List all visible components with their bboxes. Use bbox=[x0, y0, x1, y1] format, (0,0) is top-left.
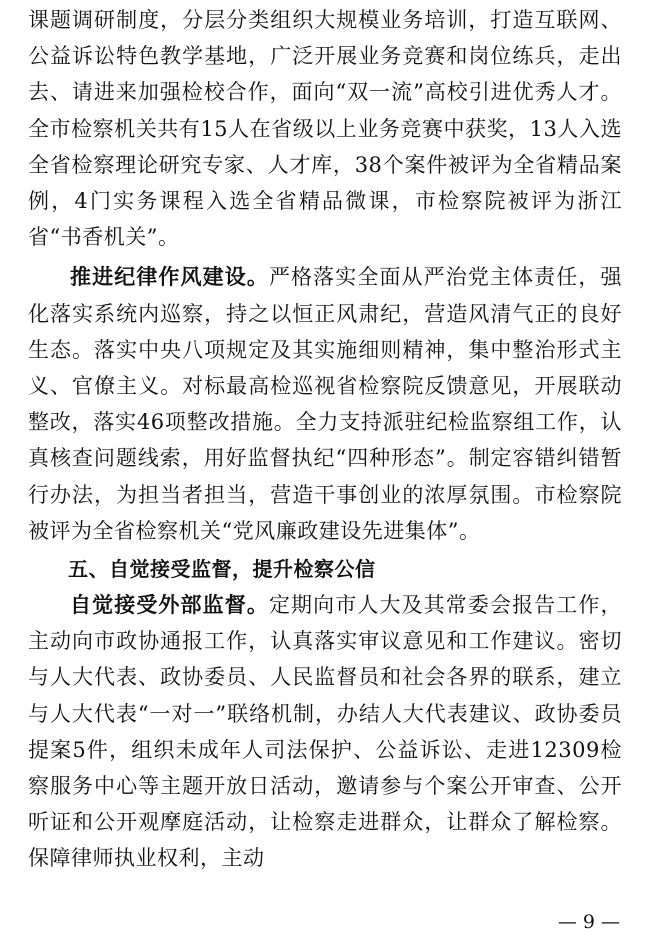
paragraph-external-supervision bbox=[28, 587, 622, 877]
paragraph-text-supervision: 定期向市人大及其常委会报告工作，主动向市政协通报工作，认真落实审议意见和工作建议。密切与人大代表、政协委员、人民监督员和社会各界的联系，建立与人大代表“一对一”联络机制，办结人大代表建议、政协委员提案5件，组织未成年人司法保护、公益诉讼、走进12309检察服务中心等主题开放日活动，邀请参与个案公开审查、公开听证和公开观摩庭活动，让检察走进群众，让群众了解检察。保障律师执业权利，主动 bbox=[28, 593, 622, 871]
paragraph-discipline bbox=[28, 259, 622, 549]
paragraph-text-discipline: 严格落实全面从严治党主体责任，强化落实系统内巡察，持之以恒正风肃纪，营造风清气正的良好生态。落实中央八项规定及其实施细则精神，集中整治形式主义、官僚主义。对标最高检巡视省检察院反馈意见，开展联动整改，落实46项整改措施。全力支持派驻纪检监察组工作，认真核查问题线索，用好监督执纪“四种形态”。制定容错纠错暂行办法，为担当者担当，营造干事创业的浓厚氛围。市检察院被评为全省检察机关“党风廉政建设先进集体”。 bbox=[28, 265, 622, 543]
paragraph-talent-training: 课题调研制度，分层分类组织大规模业务培训，打造互联网、公益诉讼特色教学基地，广泛开展业务竞赛和岗位练兵，走出去、请进来加强检校合作，面向“双一流”高校引进优秀人才。全市检察机关共有15人在省级以上业务竞赛中获奖，13人入选全省检察理论研究专家、人才库，38个案件被评为全省精品案例，4门实务课程入选全省精品微课，市检察院被评为浙江省“书香机关”。 bbox=[28, 8, 622, 250]
paragraph-lead-supervision: 自觉接受外部监督。 bbox=[70, 593, 269, 618]
section-heading: 五、自觉接受监督，提升检察公信 bbox=[68, 557, 376, 582]
page-number: — 9 — bbox=[557, 911, 620, 933]
paragraph-lead-discipline: 推进纪律作风建设。 bbox=[70, 265, 269, 290]
